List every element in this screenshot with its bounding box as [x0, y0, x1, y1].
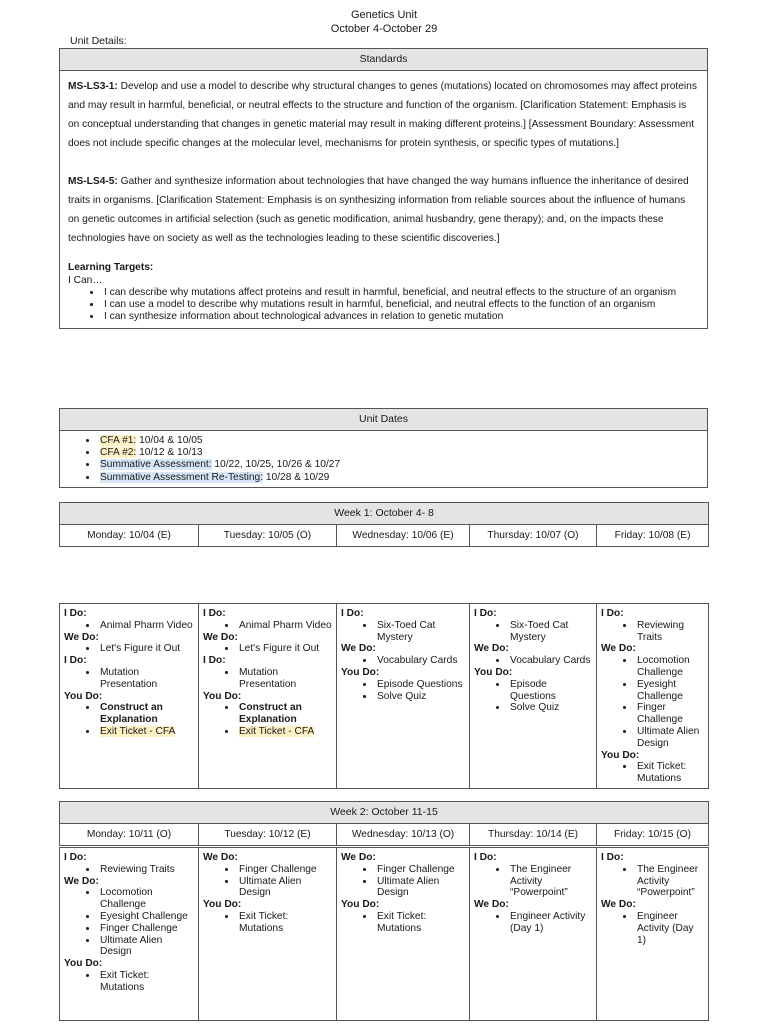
list-item: • Reviewing Traits [98, 864, 194, 876]
week2-day-monday: Monday: 10/11 (O) [60, 824, 199, 846]
week2-day-thursday: Thursday: 10/14 (E) [470, 824, 597, 846]
week2-day-friday: Friday: 10/15 (O) [597, 824, 709, 846]
list-item: • Exit Ticket - CFA [237, 726, 332, 738]
list-item: • Exit Ticket - CFA [98, 726, 194, 738]
week1-plan-thursday: I Do: • Six-Toed Cat Mystery We Do: • Vocabulary Cards You Do: • Episode Questions • Solve Quiz [470, 604, 597, 789]
week2-plan-wednesday: We Do: • Finger Challenge • Ultimate Alien Design You Do: • Exit Ticket: Mutations [337, 848, 470, 1021]
list-item: • Mutation Presentation [98, 667, 194, 691]
week2-plan-monday: I Do: • Reviewing Traits We Do: • Locomotion Challenge • Eyesight Challenge • Finger Challenge • Ultimate Alien Design You Do: • Exit Ticket: Mutations [60, 848, 199, 1021]
list-item: • I can use a model to describe why mutations result in harmful, beneficial, and neutral effects to the function of an organism [102, 299, 699, 311]
week1-day-friday: Friday: 10/08 (E) [597, 525, 709, 547]
list-item: • Animal Pharm Video [98, 620, 194, 632]
standard-ms-ls3-1: MS-LS3-1: Develop and use a model to describe why structural changes to genes (mutations) located on chromosomes may affect proteins and may result in harmful, beneficial, or neutral effects to the structure and function of the organism. [Clarification Statement: Emphasis is on conceptual understanding that changes in genetic material may result in making different proteins.] [Assessment Boundary: Assessment does not include specific changes at the molecular level, mechanisms for protein synthesis, or specific types of mutations.] [68, 81, 697, 149]
list-item: • Eyesight Challenge [98, 911, 194, 923]
list-item: • Mutation Presentation [237, 667, 332, 691]
list-item: • Vocabulary Cards [375, 655, 465, 667]
list-item: • Let's Figure it Out [98, 643, 194, 655]
week2-plan-friday: I Do: • The Engineer Activity “Powerpoint” We Do: • Engineer Activity (Day 1) [597, 848, 709, 1021]
list-item: • Summative Assessment Re-Testing: 10/28 & 10/29 [98, 472, 699, 484]
list-item: • The Engineer Activity “Powerpoint” [508, 864, 592, 899]
list-item: • Solve Quiz [375, 691, 465, 703]
list-item: • Animal Pharm Video [237, 620, 332, 632]
week1-day-tuesday: Tuesday: 10/05 (O) [199, 525, 337, 547]
i-can-label: I Can… [68, 274, 103, 286]
learning-targets-list [68, 287, 699, 324]
list-item: • Vocabulary Cards [508, 655, 592, 667]
list-item: • Exit Ticket: Mutations [98, 970, 194, 994]
list-item: • Exit Ticket: Mutations [237, 911, 332, 935]
unit-dates-table [59, 408, 708, 488]
standards-body [60, 71, 708, 329]
list-item: • Six-Toed Cat Mystery [375, 620, 465, 644]
list-item: • Episode Questions [508, 679, 592, 703]
list-item: • Six-Toed Cat Mystery [508, 620, 592, 644]
unit-dates-heading: Unit Dates [60, 409, 708, 431]
list-item: • Ultimate Alien Design [375, 876, 465, 900]
list-item: • I can describe why mutations affect proteins and result in harmful, beneficial, and neutral effects to the structure of an organism [102, 287, 699, 299]
list-item: • Construct an Explanation [237, 702, 332, 726]
list-item: • Engineer Activity (Day 1) [508, 911, 592, 935]
list-item: • Ultimate Alien Design [237, 876, 332, 900]
list-item: • Finger Challenge [98, 923, 194, 935]
list-item: • Finger Challenge [237, 864, 332, 876]
week2-heading: Week 2: October 11-15 [60, 802, 709, 824]
list-item: • Construct an Explanation [98, 702, 194, 726]
standards-table [59, 48, 708, 329]
list-item: • Locomotion Challenge [635, 655, 704, 679]
unit-dates-body [60, 431, 708, 488]
list-item: • Locomotion Challenge [98, 887, 194, 911]
week2-plan-thursday: I Do: • The Engineer Activity “Powerpoint” We Do: • Engineer Activity (Day 1) [470, 848, 597, 1021]
unit-dates-list [68, 435, 699, 484]
week2-header-table [59, 801, 709, 846]
week1-heading: Week 1: October 4- 8 [60, 503, 709, 525]
week2-plan-tuesday: We Do: • Finger Challenge • Ultimate Alien Design You Do: • Exit Ticket: Mutations [199, 848, 337, 1021]
list-item: • Solve Quiz [508, 702, 592, 714]
list-item: • Exit Ticket: Mutations [635, 761, 704, 785]
list-item: • Let's Figure it Out [237, 643, 332, 655]
learning-targets-label: Learning Targets: [68, 262, 154, 273]
learning-targets [68, 262, 699, 324]
list-item: • The Engineer Activity “Powerpoint” [635, 864, 704, 899]
week1-header-table [59, 502, 709, 547]
list-item: • CFA #1: 10/04 & 10/05 [98, 435, 699, 447]
week1-day-wednesday: Wednesday: 10/06 (E) [337, 525, 470, 547]
list-item: • Eyesight Challenge [635, 679, 704, 703]
list-item: • I can synthesize information about technological advances in relation to genetic mutation [102, 311, 699, 323]
list-item: • CFA #2: 10/12 & 10/13 [98, 447, 699, 459]
week1-plan-monday: I Do: • Animal Pharm Video We Do: • Let's Figure it Out I Do: • Mutation Presentation You Do: • Construct an Explanation • Exit Ticket - CFA [60, 604, 199, 789]
list-item: • Finger Challenge [375, 864, 465, 876]
week2-day-tuesday: Tuesday: 10/12 (E) [199, 824, 337, 846]
standard-ms-ls4-5: MS-LS4-5: Gather and synthesize information about technologies that have changed the way humans influence the inheritance of desired traits in organisms. [Clarification Statement: Emphasis is on synthesizing information from reliable sources about the influence of humans on genetic outcomes in artificial selection (such as genetic modification, animal husbandry, gene therapy); and, on the impacts these technologies have on society as well as the technologies leading to these scientific discoveries.] [68, 176, 689, 244]
list-item: • Episode Questions [375, 679, 465, 691]
week1-plan-friday: I Do: • Reviewing Traits We Do: • Locomotion Challenge • Eyesight Challenge • Finger Challenge • Ultimate Alien Design You Do: • Exit Ticket: Mutations [597, 604, 709, 789]
week2-day-wednesday: Wednesday: 10/13 (O) [337, 824, 470, 846]
unit-title: Genetics Unit [350, 9, 418, 21]
unit-date-range: October 4-October 29 [330, 23, 438, 35]
week1-plan-table [59, 603, 709, 789]
week1-day-thursday: Thursday: 10/07 (O) [470, 525, 597, 547]
list-item: • Exit Ticket: Mutations [375, 911, 465, 935]
list-item: • Ultimate Alien Design [98, 935, 194, 959]
list-item: • Reviewing Traits [635, 620, 704, 644]
week1-plan-tuesday: I Do: • Animal Pharm Video We Do: • Let's Figure it Out I Do: • Mutation Presentation You Do: • Construct an Explanation • Exit Ticket - CFA [199, 604, 337, 789]
list-item: • Finger Challenge [635, 702, 704, 726]
list-item: • Summative Assessment: 10/22, 10/25, 10/26 & 10/27 [98, 459, 699, 471]
list-item: • Engineer Activity (Day 1) [635, 911, 704, 946]
list-item: • Ultimate Alien Design [635, 726, 704, 750]
standards-heading: Standards [60, 49, 708, 71]
week1-plan-wednesday: I Do: • Six-Toed Cat Mystery We Do: • Vocabulary Cards You Do: • Episode Questions • Solve Quiz [337, 604, 470, 789]
week2-plan-table [59, 847, 709, 1021]
unit-details-label: Unit Details: [70, 35, 127, 47]
document-header [0, 8, 768, 36]
week1-day-monday: Monday: 10/04 (E) [60, 525, 199, 547]
